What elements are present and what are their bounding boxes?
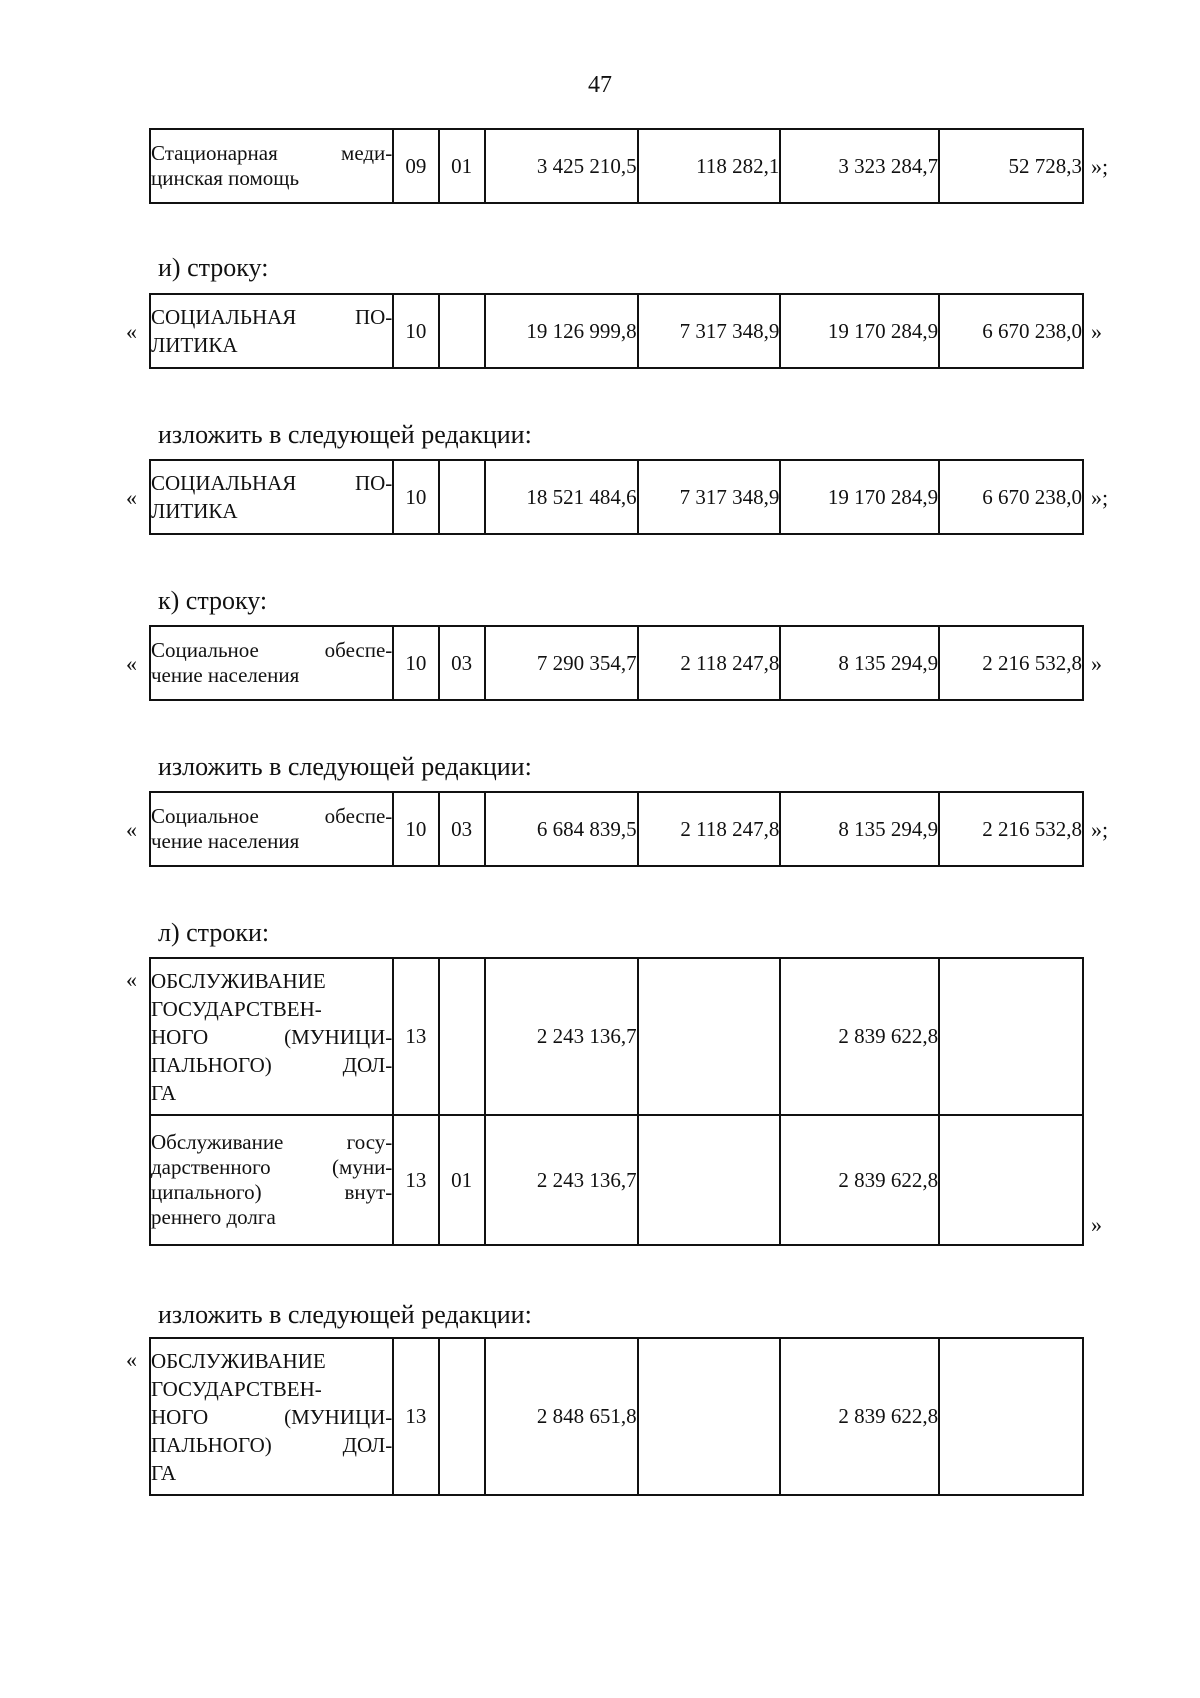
amount-cell-4 <box>939 958 1083 1115</box>
row-name-line: чение населения <box>151 663 300 687</box>
opening-quote: « <box>126 485 137 510</box>
closing-quote: »; <box>1091 485 1109 510</box>
amount-cell-2: 2 118 247,8 <box>638 626 781 700</box>
amount-cell-1: 7 290 354,7 <box>485 626 638 700</box>
amount-cell-2 <box>638 958 781 1115</box>
row-name-cell <box>150 460 393 534</box>
budget-table-social-provision-old <box>149 625 1084 701</box>
row-name-cell <box>150 129 393 203</box>
opening-quote: « <box>126 319 137 344</box>
section-heading-l: л) строки: <box>158 918 270 947</box>
closing-quote: » <box>1091 319 1102 344</box>
section-code-cell: 10 <box>393 626 438 700</box>
amount-cell-1: 2 243 136,7 <box>485 1115 638 1245</box>
table-row <box>150 792 1083 866</box>
subsection-code-cell <box>439 294 485 368</box>
amount-cell-3: 19 170 284,9 <box>780 294 939 368</box>
amount-cell-4: 2 216 532,8 <box>939 626 1083 700</box>
amount-cell-4: 52 728,3 <box>939 129 1083 203</box>
opening-quote: « <box>126 967 137 992</box>
opening-quote: « <box>126 817 137 842</box>
budget-table-social-policy-new <box>149 459 1084 535</box>
section-code-cell: 13 <box>393 1338 438 1495</box>
amount-cell-2: 7 317 348,9 <box>638 460 781 534</box>
amount-cell-2: 118 282,1 <box>638 129 781 203</box>
amount-cell-1: 3 425 210,5 <box>485 129 638 203</box>
table-row <box>150 129 1083 203</box>
row-name-line: Стационарная меди- <box>151 141 393 165</box>
budget-table-inpatient-care <box>149 128 1084 204</box>
row-name-cell <box>150 1115 393 1245</box>
closing-quote: » <box>1091 651 1102 676</box>
row-name-line: дарственного (муни- <box>151 1155 393 1179</box>
amount-cell-4 <box>939 1338 1083 1495</box>
amount-cell-1: 6 684 839,5 <box>485 792 638 866</box>
amount-cell-3: 2 839 622,8 <box>780 1115 939 1245</box>
row-name-line: СОЦИАЛЬНАЯ ПО- <box>151 305 393 329</box>
section-heading-k: к) строку: <box>158 586 268 615</box>
section-heading-edit: изложить в следующей редакции: <box>158 420 532 449</box>
row-name-line: Социальное обеспе- <box>151 804 393 828</box>
amount-cell-4: 2 216 532,8 <box>939 792 1083 866</box>
table-row <box>150 626 1083 700</box>
budget-table-debt-service-old <box>149 957 1084 1246</box>
row-name-cell <box>150 294 393 368</box>
table-row <box>150 460 1083 534</box>
table-row <box>150 1115 1083 1245</box>
section-code-cell: 10 <box>393 294 438 368</box>
row-name-line: ПАЛЬНОГО) ДОЛ- <box>151 1052 393 1077</box>
row-name-line: чение населения <box>151 829 300 853</box>
page-number: 47 <box>588 72 612 98</box>
row-name-line: цинская помощь <box>151 166 300 190</box>
amount-cell-1: 18 521 484,6 <box>485 460 638 534</box>
amount-cell-2: 7 317 348,9 <box>638 294 781 368</box>
row-name-cell <box>150 626 393 700</box>
subsection-code-cell: 01 <box>439 1115 485 1245</box>
row-name-line: ГА <box>151 1460 177 1485</box>
amount-cell-4: 6 670 238,0 <box>939 460 1083 534</box>
closing-quote: » <box>1091 1212 1102 1237</box>
amount-cell-1: 2 848 651,8 <box>485 1338 638 1495</box>
table-row <box>150 958 1083 1115</box>
row-name-line: реннего долга <box>151 1205 276 1229</box>
row-name-line: СОЦИАЛЬНАЯ ПО- <box>151 471 393 495</box>
subsection-code-cell: 03 <box>439 626 485 700</box>
section-code-cell: 09 <box>393 129 438 203</box>
row-name-line: ГОСУДАРСТВЕН- <box>151 996 322 1021</box>
amount-cell-3: 2 839 622,8 <box>780 1338 939 1495</box>
amount-cell-1: 2 243 136,7 <box>485 958 638 1115</box>
row-name-line: ГОСУДАРСТВЕН- <box>151 1376 322 1401</box>
budget-table-debt-service-new <box>149 1337 1084 1496</box>
row-name-line: ОБСЛУЖИВАНИЕ <box>151 1348 326 1373</box>
table-row <box>150 294 1083 368</box>
subsection-code-cell <box>439 460 485 534</box>
row-name-line: ЛИТИКА <box>151 333 238 357</box>
row-name-line: ОБСЛУЖИВАНИЕ <box>151 968 326 993</box>
section-code-cell: 13 <box>393 958 438 1115</box>
amount-cell-3: 8 135 294,9 <box>780 792 939 866</box>
budget-table-social-provision-new <box>149 791 1084 867</box>
row-name-cell <box>150 1338 393 1495</box>
subsection-code-cell: 01 <box>439 129 485 203</box>
amount-cell-3: 2 839 622,8 <box>780 958 939 1115</box>
section-heading-i: и) строку: <box>158 253 269 282</box>
row-name-line: ципального) внут- <box>151 1180 393 1204</box>
closing-quote: »; <box>1091 817 1109 842</box>
row-name-cell <box>150 792 393 866</box>
section-code-cell: 13 <box>393 1115 438 1245</box>
row-name-line: Социальное обеспе- <box>151 638 393 662</box>
amount-cell-3: 8 135 294,9 <box>780 626 939 700</box>
amount-cell-2 <box>638 1115 781 1245</box>
subsection-code-cell <box>439 1338 485 1495</box>
section-code-cell: 10 <box>393 460 438 534</box>
amount-cell-4: 6 670 238,0 <box>939 294 1083 368</box>
table-row <box>150 1338 1083 1495</box>
subsection-code-cell <box>439 958 485 1115</box>
amount-cell-4 <box>939 1115 1083 1245</box>
row-name-line: НОГО (МУНИЦИ- <box>151 1024 393 1049</box>
subsection-code-cell: 03 <box>439 792 485 866</box>
amount-cell-3: 19 170 284,9 <box>780 460 939 534</box>
section-heading-edit: изложить в следующей редакции: <box>158 752 532 781</box>
amount-cell-1: 19 126 999,8 <box>485 294 638 368</box>
row-name-line: ГА <box>151 1080 177 1105</box>
row-name-line: Обслуживание госу- <box>151 1130 393 1154</box>
amount-cell-3: 3 323 284,7 <box>780 129 939 203</box>
closing-quote: »; <box>1091 154 1109 179</box>
row-name-line: НОГО (МУНИЦИ- <box>151 1404 393 1429</box>
amount-cell-2 <box>638 1338 781 1495</box>
row-name-cell <box>150 958 393 1115</box>
opening-quote: « <box>126 1347 137 1372</box>
row-name-line: ПАЛЬНОГО) ДОЛ- <box>151 1432 393 1457</box>
budget-table-social-policy-old <box>149 293 1084 369</box>
opening-quote: « <box>126 651 137 676</box>
amount-cell-2: 2 118 247,8 <box>638 792 781 866</box>
section-code-cell: 10 <box>393 792 438 866</box>
row-name-line: ЛИТИКА <box>151 499 238 523</box>
section-heading-edit: изложить в следующей редакции: <box>158 1300 532 1329</box>
